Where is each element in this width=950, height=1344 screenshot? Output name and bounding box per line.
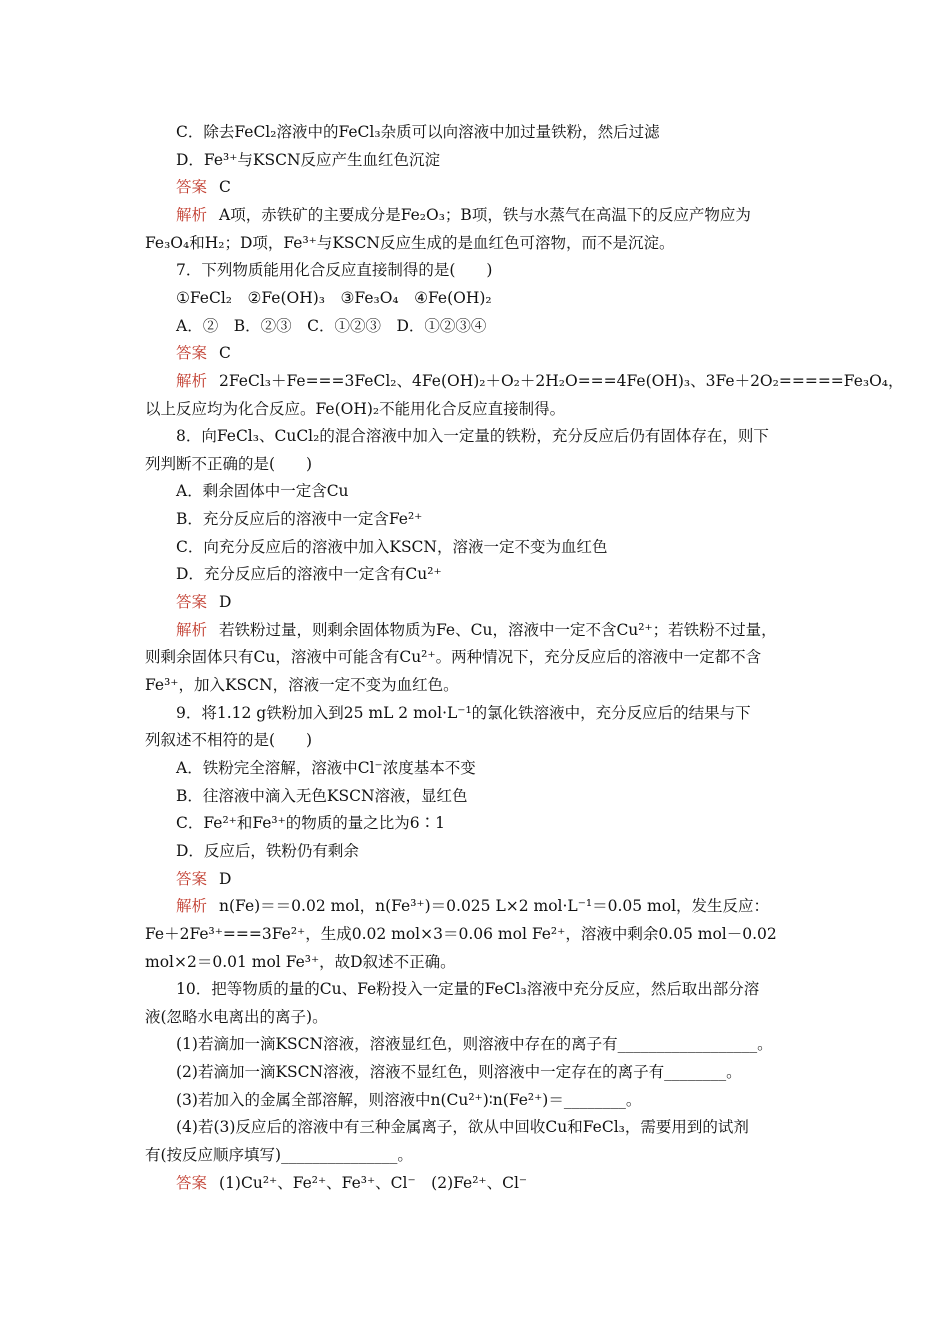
line-text: 8．向FeCl₃、CuCl₂的混合溶液中加入一定量的铁粉，充分反应后仍有固体存在，则下 [176,427,769,446]
line-text: (1)若滴加一滴KSCN溶液，溶液显红色，则溶液中存在的离子有__________________。 [176,1035,773,1054]
line-text: C [219,178,231,197]
answer-label: 答案 [176,178,208,197]
text-line [176,481,826,501]
text-line [176,122,826,142]
explanation-line [176,620,826,640]
line-text: 则剩余固体只有Cu，溶液中可能含有Cu²⁺。两种情况下，充分反应后的溶液中一定都不含 [145,648,762,667]
text-line [145,675,810,695]
line-text: 7．下列物质能用化合反应直接制得的是( ) [176,261,493,280]
line-text: C．Fe²⁺和Fe³⁺的物质的量之比为6∶1 [176,814,446,833]
answer-line [176,177,826,197]
line-text: 若铁粉过量，则剩余固体物质为Fe、Cu，溶液中一定不含Cu²⁺；若铁粉不过量， [219,620,777,639]
line-text: 列叙述不相符的是( ) [145,731,313,750]
line-text: 9．将1.12 g铁粉加入到25 mL 2 mol·L⁻¹的氯化铁溶液中，充分反应后的结果与下 [176,703,751,722]
text-line [145,1007,810,1027]
text-line [176,1062,826,1082]
line-text: Fe＋2Fe³⁺===3Fe²⁺，生成0.02 mol×3＝0.06 mol Fe²⁺，溶液中剩余0.05 mol－0.02 [145,924,777,943]
text-line [145,233,810,253]
text-line [176,537,826,557]
line-text: B．往溶液中滴入无色KSCN溶液，显红色 [176,786,468,805]
text-line [176,1117,826,1137]
text-line [176,288,826,308]
text-line [176,841,826,861]
text-line [176,813,826,833]
line-text: D．充分反应后的溶液中一定含有Cu²⁺ [176,565,442,584]
text-line [176,150,826,170]
line-text: B．充分反应后的溶液中一定含Fe²⁺ [176,510,423,529]
line-text: (3)若加入的金属全部溶解，则溶液中n(Cu²⁺)∶n(Fe²⁺)＝________。 [176,1090,642,1109]
answer-line [176,343,826,363]
text-line [176,1090,826,1110]
explanation-label: 解析 [176,205,208,224]
text-line [145,730,810,750]
line-text: 列判断不正确的是( ) [145,454,313,473]
answer-label: 答案 [176,869,208,888]
text-line [145,924,810,944]
explanation-label: 解析 [176,620,208,639]
line-text: 以上反应均为化合反应。Fe(OH)₂不能用化合反应直接制得。 [145,399,566,418]
text-line [176,316,826,336]
text-line [176,1034,826,1054]
explanation-label: 解析 [176,897,208,916]
line-text: C．向充分反应后的溶液中加入KSCN，溶液一定不变为血红色 [176,537,608,556]
line-text: C [219,344,231,363]
text-line [145,399,810,419]
answer-label: 答案 [176,593,208,611]
explanation-label: 解析 [176,371,208,390]
line-text: A．② B．②③ C．①②③ D．①②③④ [176,316,487,335]
line-text: D [219,593,232,611]
line-text: C．除去FeCl₂溶液中的FeCl₃杂质可以向溶液中加过量铁粉，然后过滤 [176,123,660,141]
line-text: n(Fe)＝＝0.02 mol，n(Fe³⁺)＝0.025 L×2 mol·L⁻¹＝0.05 mol，发生反应： [219,897,770,916]
explanation-line [176,205,826,225]
line-text: (1)Cu²⁺、Fe²⁺、Fe³⁺、Cl⁻ (2)Fe²⁺、Cl⁻ [219,1173,528,1192]
text-line [176,564,826,584]
answer-line [176,1173,826,1193]
explanation-line [176,371,904,391]
line-text: 液(忽略水电离出的离子)。 [145,1007,328,1026]
text-line [145,1145,810,1165]
text-line [176,260,826,280]
text-line [176,509,826,529]
text-line [176,703,826,723]
line-text: A．剩余固体中一定含Cu [176,482,349,501]
explanation-line [176,896,826,916]
line-text: D．反应后，铁粉仍有剩余 [176,841,359,860]
line-text: (4)若(3)反应后的溶液中有三种金属离子，欲从中回收Cu和FeCl₃，需要用到的试剂 [176,1118,749,1137]
line-text: 有(按反应顺序填写)_______________。 [145,1146,413,1164]
line-text: Fe₃O₄和H₂；D项，Fe³⁺与KSCN反应生成的是血红色可溶物，而不是沉淀。 [145,233,675,252]
line-text: D [219,869,232,888]
answer-label: 答案 [176,1173,208,1192]
line-text: ①FeCl₂ ②Fe(OH)₃ ③Fe₃O₄ ④Fe(OH)₂ [176,288,492,307]
text-line [176,426,826,446]
line-text: 2FeCl₃＋Fe===3FeCl₂、4Fe(OH)₂＋O₂＋2H₂O===4Fe(OH)₃、3Fe＋2O₂=====Fe₃O₄， [219,371,904,390]
answer-line [176,869,826,889]
answer-label: 答案 [176,344,208,363]
line-text: A．铁粉完全溶解，溶液中Cl⁻浓度基本不变 [176,758,476,777]
line-text: D．Fe³⁺与KSCN反应产生血红色沉淀 [176,150,441,169]
line-text: Fe³⁺，加入KSCN，溶液一定不变为血红色。 [145,676,459,694]
text-line [145,454,810,474]
line-text: A项，赤铁矿的主要成分是Fe₂O₃；B项，铁与水蒸气在高温下的反应产物应为 [219,205,751,224]
line-text: 10．把等物质的量的Cu、Fe粉投入一定量的FeCl₃溶液中充分反应，然后取出部分溶 [176,980,760,999]
text-line [176,786,826,806]
text-line [145,952,810,972]
line-text: mol×2＝0.01 mol Fe³⁺，故D叙述不正确。 [145,952,456,971]
text-line [176,979,826,999]
text-line [145,647,810,667]
line-text: (2)若滴加一滴KSCN溶液，溶液不显红色，则溶液中一定存在的离子有________。 [176,1063,742,1082]
answer-line [176,592,826,612]
text-line [176,758,826,778]
